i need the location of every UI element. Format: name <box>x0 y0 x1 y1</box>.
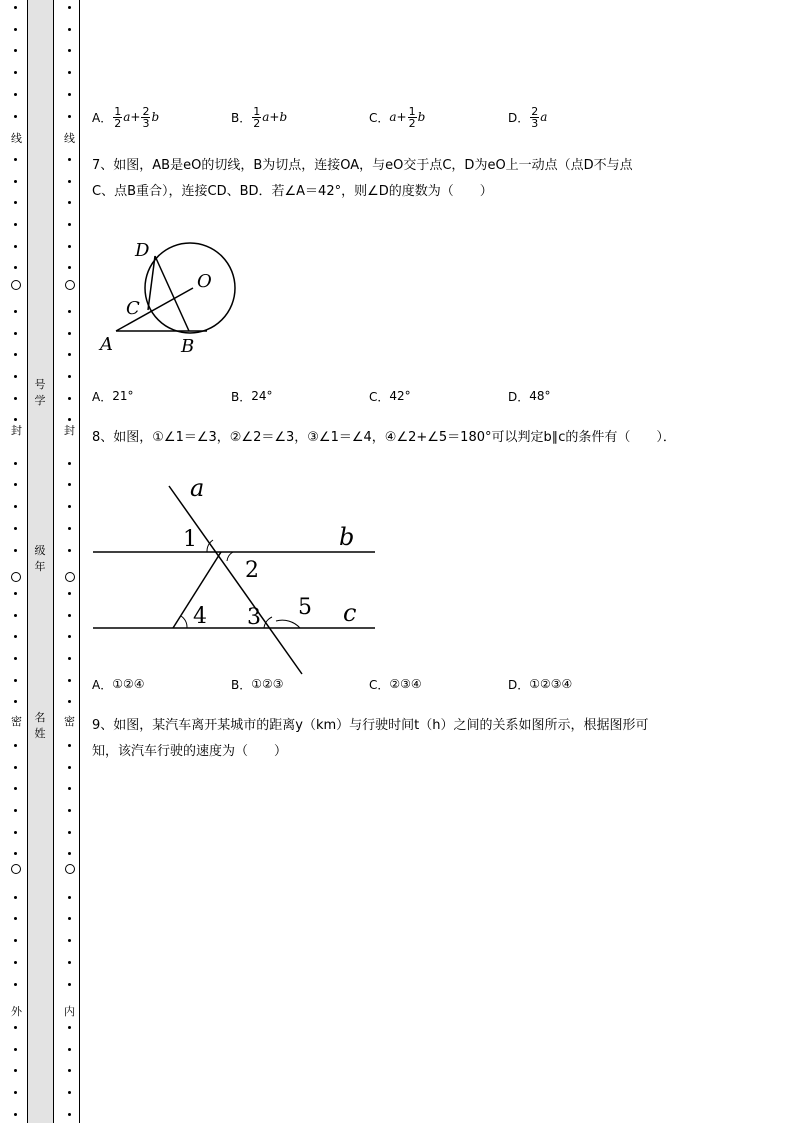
fraction: $\frac{1}{2}$ <box>114 104 122 130</box>
dot <box>68 93 71 96</box>
seal-char-inner-3: 密 <box>64 715 75 728</box>
dot <box>68 180 71 183</box>
dot <box>14 397 17 400</box>
field-label-name: 名 姓 <box>34 711 46 740</box>
label-c: C <box>126 298 140 319</box>
dot <box>14 939 17 942</box>
dot <box>14 1069 17 1072</box>
label-b: B <box>181 336 195 357</box>
label-3: 3 <box>247 605 261 630</box>
dot <box>68 375 71 378</box>
dot <box>14 158 17 161</box>
dot <box>68 527 71 530</box>
dot <box>14 766 17 769</box>
dot <box>14 809 17 812</box>
dot <box>14 527 17 530</box>
seal-char-outer-2: 封 <box>11 424 22 437</box>
q7-option-a: A． 21° <box>92 389 134 404</box>
seal-char-inner-4: 内 <box>64 1005 75 1018</box>
label-o: O <box>197 271 212 292</box>
dot <box>68 917 71 920</box>
circle-mark <box>11 572 21 582</box>
dot <box>14 462 17 465</box>
dot <box>68 787 71 790</box>
seal-char-outer-3: 密 <box>11 715 22 728</box>
dot <box>68 483 71 486</box>
dot <box>14 93 17 96</box>
dot <box>68 939 71 942</box>
dot <box>68 418 71 421</box>
dot <box>68 310 71 313</box>
dot <box>14 180 17 183</box>
label-c: c <box>343 599 357 627</box>
line-a <box>169 486 302 674</box>
segment-ob <box>189 288 193 331</box>
dot <box>68 1026 71 1029</box>
fraction: $\frac{1}{2}$ <box>408 104 416 130</box>
dot <box>14 201 17 204</box>
fraction: $\frac{2}{3}$ <box>531 104 539 130</box>
circle-mark <box>65 864 75 874</box>
label-a: a <box>190 474 205 502</box>
dot <box>68 592 71 595</box>
label-d: D <box>135 240 150 261</box>
dot <box>14 1048 17 1051</box>
question-7-line-1: 7、如图，AB是eO的切线，B为切点，连接OA，与eO交于点C，D为eO上一动点（点D不与点 <box>92 158 633 173</box>
dot <box>68 983 71 986</box>
q7-option-c: C． 42° <box>369 389 411 404</box>
dot <box>14 115 17 118</box>
dot <box>68 1069 71 1072</box>
q6-options <box>92 105 732 129</box>
dot <box>68 852 71 855</box>
dot <box>14 266 17 269</box>
fraction: $\frac{1}{2}$ <box>253 104 261 130</box>
seal-char-inner-2: 封 <box>64 424 75 437</box>
dot <box>14 28 17 31</box>
dot <box>14 505 17 508</box>
dot <box>14 353 17 356</box>
q8-option-d: D． ①②③④ <box>508 677 573 692</box>
dot <box>68 397 71 400</box>
question-8 <box>92 425 732 451</box>
dot <box>68 245 71 248</box>
dot <box>14 852 17 855</box>
dot <box>14 49 17 52</box>
q8-options <box>92 672 732 696</box>
q8-option-b: B． ①②③ <box>231 677 284 692</box>
dot <box>68 49 71 52</box>
dot <box>68 201 71 204</box>
dot <box>14 896 17 899</box>
dot <box>14 679 17 682</box>
q6-option-b: B． $\frac{1}{2}$ a + b <box>231 104 288 130</box>
q6-option-a: A． $\frac{1}{2}$ a + $\frac{2}{3}$ b <box>92 104 160 130</box>
angle-arc-2 <box>227 552 233 561</box>
dot <box>68 353 71 356</box>
dot <box>68 1048 71 1051</box>
dot <box>68 961 71 964</box>
dot <box>14 983 17 986</box>
dot <box>14 1091 17 1094</box>
dot <box>68 657 71 660</box>
dot <box>68 700 71 703</box>
label-4: 4 <box>193 604 207 629</box>
circle-mark <box>65 572 75 582</box>
label-2: 2 <box>245 558 259 583</box>
circle-mark <box>65 280 75 290</box>
dot <box>14 223 17 226</box>
dot <box>14 787 17 790</box>
q8-parallel-lines-figure <box>90 470 385 685</box>
dot <box>14 917 17 920</box>
dot <box>14 332 17 335</box>
dot <box>68 1113 71 1116</box>
seal-char-outer-1: 线 <box>11 132 22 145</box>
question-9 <box>92 713 732 765</box>
dot <box>68 462 71 465</box>
dot <box>14 657 17 660</box>
dot <box>68 28 71 31</box>
dot <box>14 1113 17 1116</box>
dot <box>68 115 71 118</box>
dot <box>68 1091 71 1094</box>
dot <box>14 831 17 834</box>
circle-mark <box>11 864 21 874</box>
dot <box>14 310 17 313</box>
question-9-line-1: 9、如图，某汽车离开某城市的距离y（km）与行驶时间t（h）之间的关系如图所示，根据图形可 <box>92 718 649 733</box>
dot <box>68 223 71 226</box>
dot <box>14 614 17 617</box>
dot <box>68 6 71 9</box>
margin-border-line <box>79 0 80 1123</box>
q7-option-d: D． 48° <box>508 389 551 404</box>
dot <box>14 418 17 421</box>
dot <box>68 809 71 812</box>
dot <box>14 375 17 378</box>
dot <box>68 635 71 638</box>
dot <box>68 766 71 769</box>
dot <box>68 158 71 161</box>
angle-arc-4 <box>181 616 187 628</box>
q8-option-c: C． ②③④ <box>369 677 422 692</box>
question-8-text: 8、如图，①∠1＝∠3，②∠2＝∠3，③∠1＝∠4，④∠2+∠5＝180°可以判定b∥c的条件有（ ）． <box>92 430 676 445</box>
field-label-student-id: 号 学 <box>34 378 46 407</box>
circle-o <box>145 243 235 333</box>
dot <box>14 6 17 9</box>
label-1: 1 <box>183 527 197 552</box>
dot <box>68 505 71 508</box>
dot <box>14 245 17 248</box>
seal-char-outer-4: 外 <box>11 1005 22 1018</box>
dot <box>14 592 17 595</box>
question-7 <box>92 153 732 205</box>
dot <box>14 744 17 747</box>
dot <box>68 332 71 335</box>
dot <box>68 71 71 74</box>
label-5: 5 <box>298 595 312 620</box>
q6-option-c: C． a + $\frac{1}{2}$ b <box>369 104 426 130</box>
dot <box>14 961 17 964</box>
q7-options <box>92 384 732 408</box>
dot <box>14 549 17 552</box>
dot <box>68 744 71 747</box>
dot <box>14 483 17 486</box>
circle-mark <box>11 280 21 290</box>
dot <box>68 831 71 834</box>
field-label-class: 级 年 <box>34 544 46 573</box>
fraction: $\frac{2}{3}$ <box>142 104 150 130</box>
dot <box>14 71 17 74</box>
question-7-line-2: C、点B重合），连接CD、BD．若∠A＝42°，则∠D的度数为（ ） <box>92 184 493 199</box>
angle-arc-5 <box>276 620 300 628</box>
dot <box>68 266 71 269</box>
dot <box>68 614 71 617</box>
q7-circle-figure <box>95 230 255 360</box>
dot <box>14 1026 17 1029</box>
seal-char-inner-1: 线 <box>64 132 75 145</box>
dot <box>68 896 71 899</box>
dot <box>68 679 71 682</box>
label-a: A <box>100 334 113 355</box>
inner-dotted-line <box>60 0 80 1123</box>
dot <box>14 635 17 638</box>
q8-option-a: A． ①②④ <box>92 677 145 692</box>
dot <box>68 549 71 552</box>
q6-option-d: D． $\frac{2}{3}$ a <box>508 104 548 130</box>
outer-dotted-line <box>6 0 26 1123</box>
question-9-line-2: 知，该汽车行驶的速度为（ ） <box>92 744 288 759</box>
q7-option-b: B． 24° <box>231 389 273 404</box>
label-b: b <box>339 523 355 551</box>
dot <box>14 700 17 703</box>
